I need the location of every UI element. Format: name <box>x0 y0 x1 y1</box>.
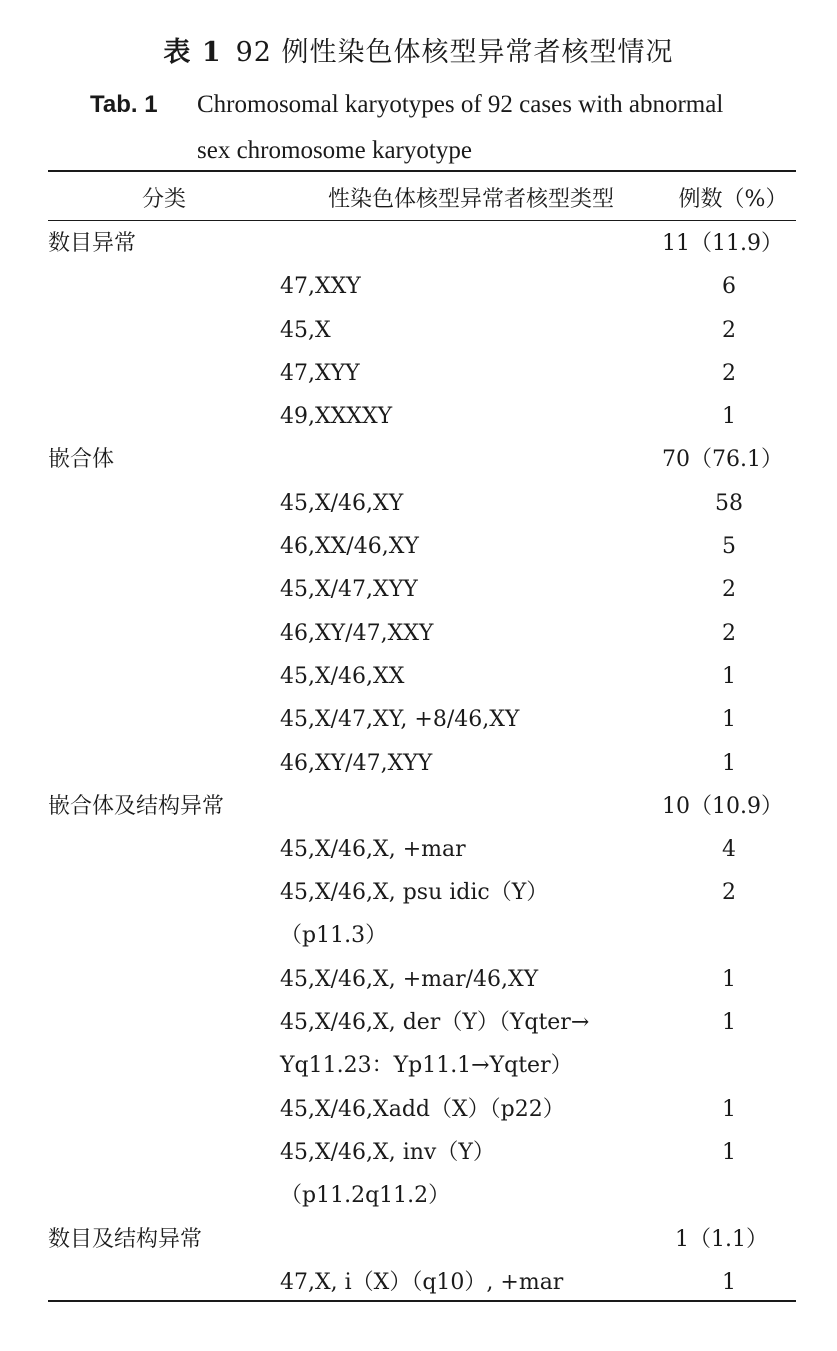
count-cell: 1（1.1） <box>675 1227 768 1253</box>
count-cell: 1 <box>722 750 736 776</box>
category-cell <box>48 742 280 785</box>
karyotype-cell <box>280 742 662 785</box>
table-row <box>48 742 796 785</box>
category-cell <box>48 1261 280 1304</box>
category-cell <box>48 395 280 438</box>
category-cell <box>48 265 280 308</box>
karyotype-text: 49,XXXXY <box>280 404 393 430</box>
karyotype-text-continued: （p11.3） <box>280 923 388 949</box>
category-row <box>48 785 796 828</box>
karyotype-text-continued: Yq11.23：Yp11.1→Yqter） <box>280 1053 573 1079</box>
count-cell: 1 <box>722 707 736 733</box>
karyotype-cell <box>280 438 662 481</box>
table-row <box>48 828 796 871</box>
karyotype-cell <box>280 309 662 352</box>
category-cell <box>48 828 280 871</box>
category-cell: 数目及结构异常 <box>48 1227 203 1253</box>
count-cell: 11（11.9） <box>662 231 783 256</box>
category-cell <box>48 871 280 958</box>
table-caption-cn <box>0 30 837 69</box>
table-row <box>48 568 796 611</box>
karyotype-cell <box>280 482 662 525</box>
table-row <box>48 1131 796 1218</box>
count-cell: 1 <box>722 967 736 993</box>
count-cell: 1 <box>722 1010 736 1036</box>
karyotype-cell <box>280 612 662 655</box>
category-cell <box>48 1001 280 1088</box>
category-cell <box>48 1088 280 1131</box>
karyotype-text: 46,XX/46,XY <box>280 534 419 560</box>
category-row <box>48 438 796 481</box>
karyotype-cell <box>280 1261 662 1304</box>
karyotype-text: 45,X/46,X, inv（Y） <box>280 1140 495 1166</box>
karyotype-text: 45,X <box>280 317 331 343</box>
count-cell: 2 <box>722 880 736 906</box>
table-row <box>48 525 796 568</box>
karyotype-cell <box>280 265 662 308</box>
count-cell: 5 <box>722 534 736 560</box>
karyotype-table <box>48 222 796 1305</box>
category-cell <box>48 612 280 655</box>
header-karyotype: 性染色体核型异常者核型类型 <box>327 187 614 212</box>
count-cell: 70（76.1） <box>662 447 783 473</box>
category-cell: 数目异常 <box>48 231 137 256</box>
category-cell: 嵌合体及结构异常 <box>48 793 225 819</box>
caption-en-title-line2: sex chromosome karyotype <box>197 137 472 164</box>
count-cell: 2 <box>722 317 736 343</box>
table-row <box>48 482 796 525</box>
karyotype-text: 45,X/46,XY <box>280 490 404 516</box>
count-cell: 2 <box>722 620 736 646</box>
table-row <box>48 1088 796 1131</box>
karyotype-table-body <box>48 222 796 1305</box>
karyotype-text: 47,XXY <box>280 274 361 300</box>
category-cell <box>48 1131 280 1218</box>
count-cell: 58 <box>715 490 743 516</box>
karyotype-text: 45,X/46,X, der（Y）（Yqter→ <box>280 1010 590 1036</box>
category-cell: 嵌合体 <box>48 447 115 473</box>
table-row <box>48 871 796 958</box>
category-cell <box>48 525 280 568</box>
table-row <box>48 612 796 655</box>
karyotype-cell <box>280 395 662 438</box>
count-cell: 1 <box>722 404 736 430</box>
table-row <box>48 395 796 438</box>
category-cell <box>48 698 280 741</box>
count-cell: 10（10.9） <box>662 793 783 819</box>
count-cell: 1 <box>722 1097 736 1123</box>
karyotype-cell <box>280 698 662 741</box>
karyotype-cell <box>280 655 662 698</box>
table-row <box>48 958 796 1001</box>
table-top-rule <box>48 170 796 172</box>
karyotype-text: 46,XY/47,XXY <box>280 620 434 646</box>
karyotype-text: 45,X/47,XYY <box>280 577 418 603</box>
karyotype-cell <box>280 568 662 611</box>
count-cell: 1 <box>722 1270 736 1296</box>
category-cell <box>48 568 280 611</box>
karyotype-cell <box>280 1088 662 1131</box>
table-row <box>48 655 796 698</box>
category-row <box>48 222 796 265</box>
table-row <box>48 309 796 352</box>
karyotype-text-continued: （p11.2q11.2） <box>280 1183 451 1209</box>
karyotype-text: 45,X/46,X, psu idic（Y） <box>280 880 549 906</box>
caption-en-title-line1: Chromosomal karyotypes of 92 cases with abnormal <box>197 91 724 118</box>
karyotype-text: 45,X/46,X, +mar/46,XY <box>280 967 539 993</box>
karyotype-cell <box>280 352 662 395</box>
karyotype-cell <box>280 958 662 1001</box>
category-row <box>48 1218 796 1261</box>
count-cell: 2 <box>722 360 736 386</box>
karyotype-cell <box>280 785 662 828</box>
karyotype-text: 46,XY/47,XYY <box>280 750 433 776</box>
karyotype-cell <box>280 1218 662 1261</box>
caption-cn-title: 92 例性染色体核型异常者核型情况 <box>235 37 674 68</box>
karyotype-cell <box>280 1131 662 1218</box>
caption-cn-label: 表 1 <box>163 37 222 68</box>
karyotype-cell <box>280 828 662 871</box>
karyotype-text: 47,XYY <box>280 360 360 386</box>
header-count: 例数（%） <box>678 187 788 212</box>
table-row <box>48 265 796 308</box>
table-header-rule <box>48 220 796 221</box>
table-caption-en <box>90 82 790 174</box>
category-cell <box>48 352 280 395</box>
caption-en-label: Tab. 1 <box>90 91 158 118</box>
count-cell: 2 <box>722 577 736 603</box>
karyotype-cell <box>280 222 662 265</box>
karyotype-text: 45,X/47,XY, +8/46,XY <box>280 707 520 733</box>
karyotype-text: 45,X/46,XX <box>280 663 405 689</box>
karyotype-cell <box>280 871 662 958</box>
karyotype-cell <box>280 1001 662 1088</box>
category-cell <box>48 655 280 698</box>
karyotype-text: 47,X, i（X）（q10）, +mar <box>280 1270 564 1296</box>
table-bottom-rule <box>48 1300 796 1302</box>
category-cell <box>48 482 280 525</box>
category-cell <box>48 309 280 352</box>
table-row <box>48 352 796 395</box>
header-category: 分类 <box>141 187 186 212</box>
table-row <box>48 1261 796 1304</box>
count-cell: 6 <box>722 274 736 300</box>
karyotype-cell <box>280 525 662 568</box>
count-cell: 1 <box>722 1140 736 1166</box>
category-cell <box>48 958 280 1001</box>
table-row <box>48 698 796 741</box>
count-cell: 4 <box>722 837 736 863</box>
karyotype-text: 45,X/46,Xadd（X）（p22） <box>280 1097 565 1123</box>
table-row <box>48 1001 796 1088</box>
count-cell: 1 <box>722 663 736 689</box>
karyotype-text: 45,X/46,X, +mar <box>280 837 466 863</box>
